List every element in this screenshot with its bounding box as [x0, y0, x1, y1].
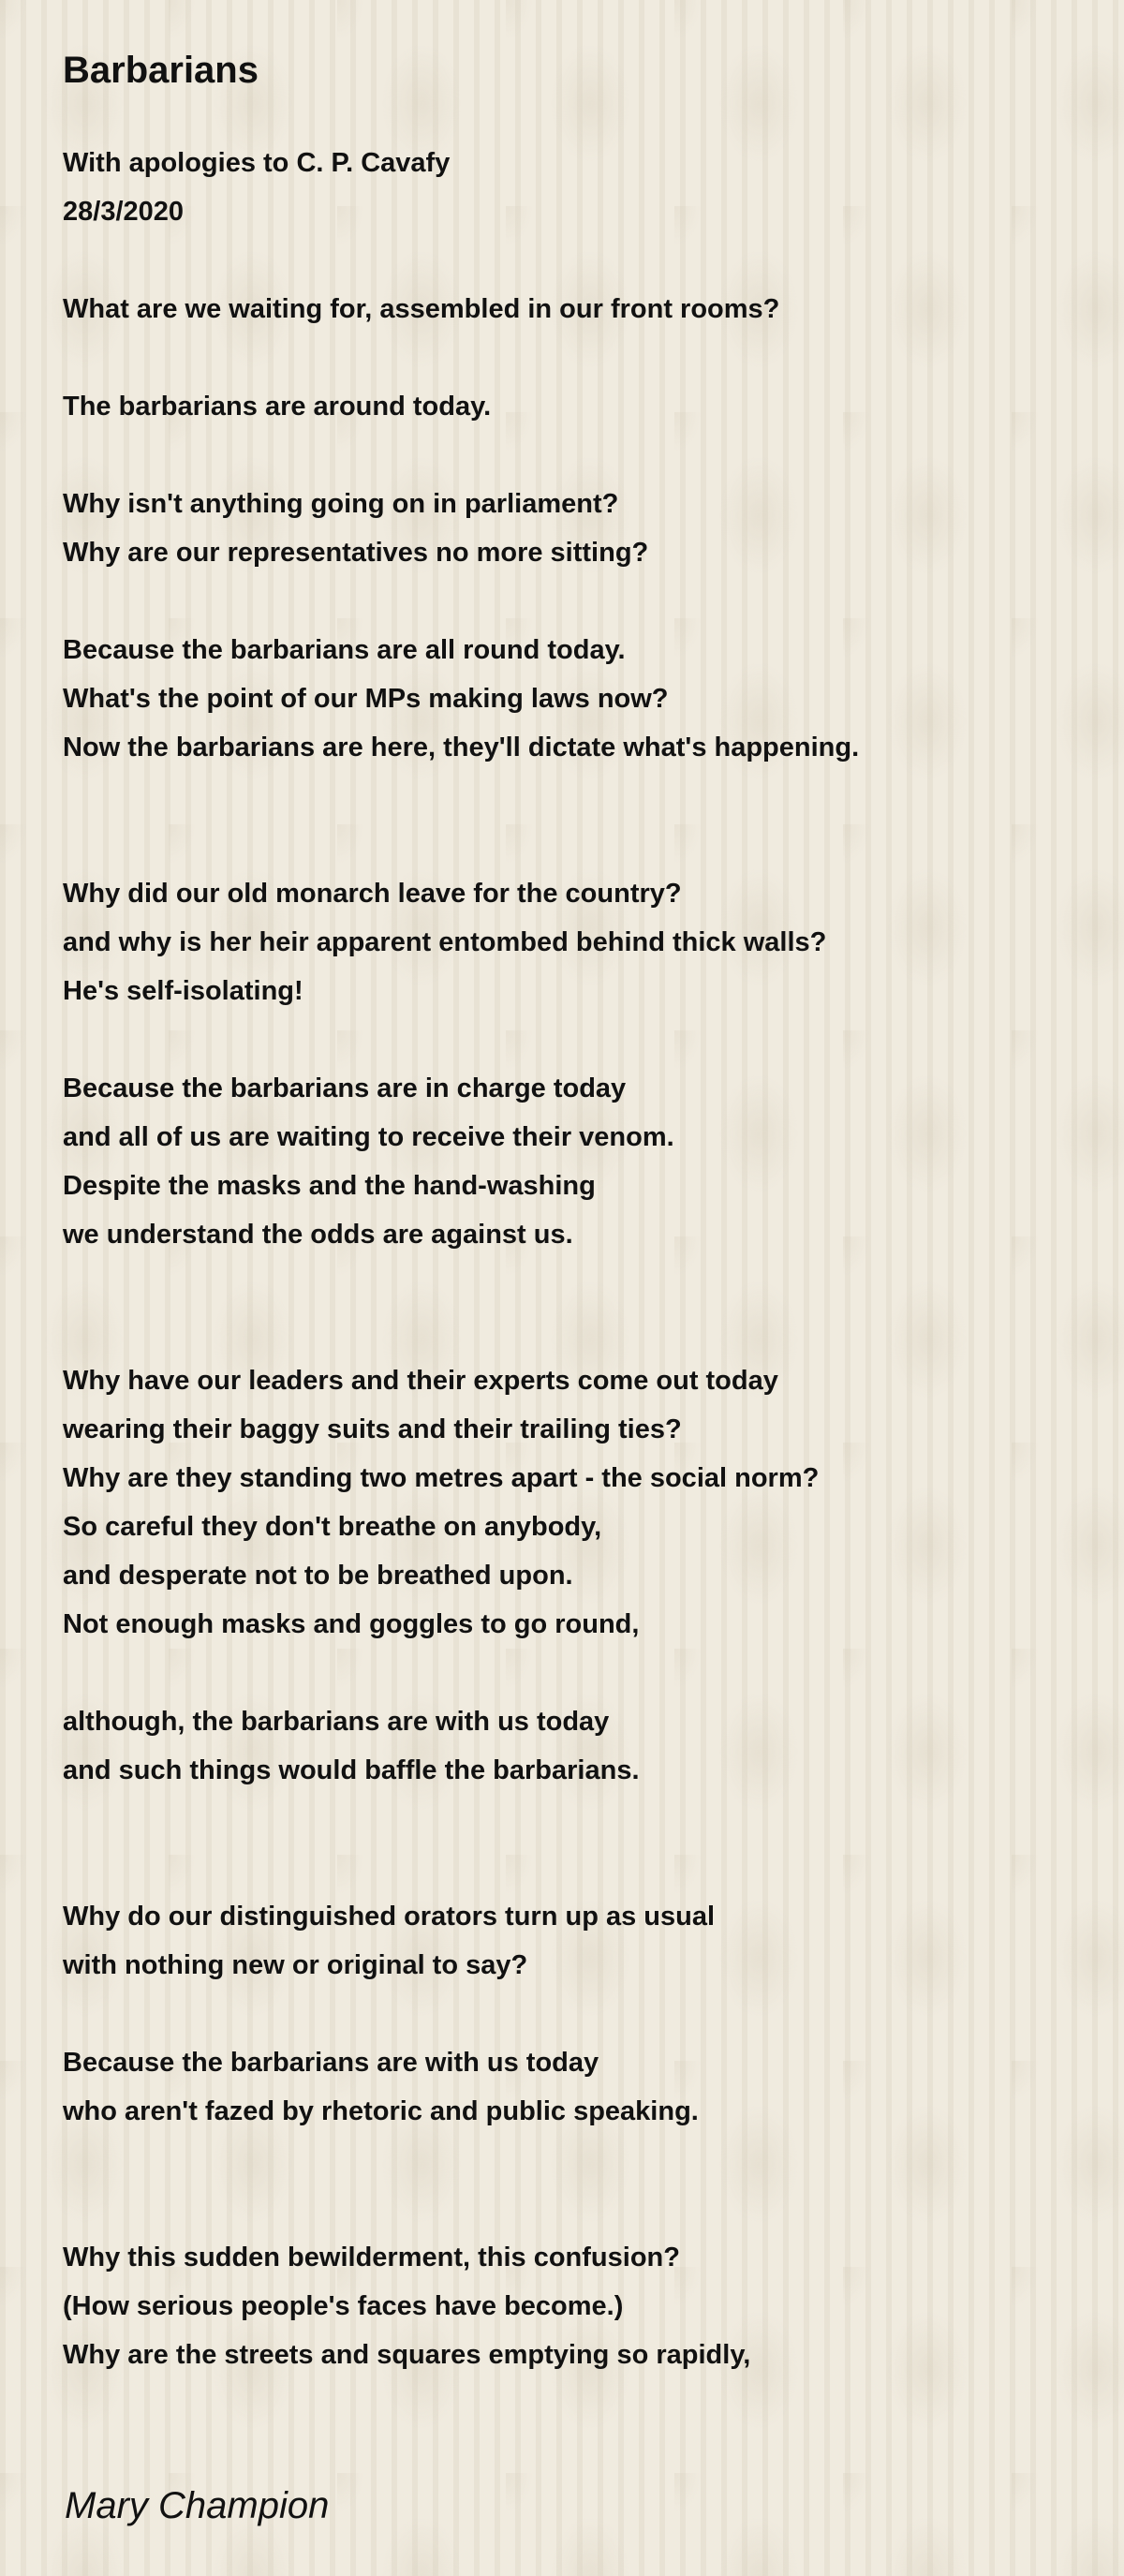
poem-line: and all of us are waiting to receive their venom.: [63, 1122, 674, 1152]
poem-line: Because the barbarians are with us today: [63, 2048, 599, 2078]
poem-line: With apologies to C. P. Cavafy: [63, 148, 451, 178]
poem-line: What are we waiting for, assembled in our front rooms?: [63, 294, 780, 324]
poem-line: who aren't fazed by rhetoric and public speaking.: [63, 2096, 699, 2126]
poem-line: 28/3/2020: [63, 197, 185, 227]
stanza-break: [63, 1649, 1093, 1697]
poem-line: Now the barbarians are here, they'll dictate what's happening.: [63, 733, 860, 762]
poem-line: Why do our distinguished orators turn up as usual: [63, 1902, 716, 1932]
poem-line: and such things would baffle the barbarians.: [63, 1755, 640, 1785]
poem-line: Despite the masks and the hand-washing: [63, 1171, 596, 1201]
poem-line: Why have our leaders and their experts come out today: [63, 1366, 778, 1396]
poem-line: (How serious people's faces have become.): [63, 2291, 624, 2321]
stanza-break: [63, 236, 1093, 285]
poem-line: Why are the streets and squares emptying so rapidly,: [63, 2340, 751, 2370]
poem-line: with nothing new or original to say?: [63, 1950, 528, 1980]
poem-line: Why did our old monarch leave for the country?: [63, 879, 682, 909]
poem-line: Why are our representatives no more sitting?: [63, 538, 649, 568]
poem-line: although, the barbarians are with us today: [63, 1707, 610, 1737]
poem-line: Why isn't anything going on in parliament?: [63, 489, 619, 519]
poem-line: He's self-isolating!: [63, 976, 303, 1006]
stanza-break: [63, 821, 1093, 869]
poem-line: and why is her heir apparent entombed behind thick walls?: [63, 927, 827, 957]
stanza-break: [63, 431, 1093, 480]
stanza-break: [63, 577, 1093, 626]
poem-line: Why are they standing two metres apart - the social norm?: [63, 1463, 820, 1493]
stanza-break: [63, 2184, 1093, 2233]
poem-author: Mary Champion: [65, 2485, 330, 2526]
poem-title: Barbarians: [63, 50, 259, 91]
poem-line: we understand the odds are against us.: [63, 1220, 573, 1250]
stanza-break: [63, 1015, 1093, 1064]
stanza-break: [63, 1308, 1093, 1356]
stanza-break: [63, 333, 1093, 382]
poem-line: The barbarians are around today.: [63, 392, 492, 422]
stanza-break: [63, 1843, 1093, 1892]
stanza-break: [63, 1795, 1093, 1843]
poem-line: Because the barbarians are in charge today: [63, 1073, 627, 1103]
stanza-break: [63, 2136, 1093, 2184]
poem-line: Not enough masks and goggles to go round,: [63, 1609, 640, 1639]
poem-line: and desperate not to be breathed upon.: [63, 1561, 573, 1591]
stanza-break: [63, 1259, 1093, 1308]
poem-line: Because the barbarians are all round today.: [63, 635, 626, 665]
poem-line: wearing their baggy suits and their trailing ties?: [63, 1414, 682, 1444]
stanza-break: [63, 1990, 1093, 2038]
poem-body: [63, 139, 1093, 2379]
poem-line: Why this sudden bewilderment, this confusion?: [63, 2243, 680, 2273]
poem-line: What's the point of our MPs making laws now?: [63, 684, 669, 714]
stanza-break: [63, 772, 1093, 821]
poem-line: So careful they don't breathe on anybody,: [63, 1512, 602, 1542]
